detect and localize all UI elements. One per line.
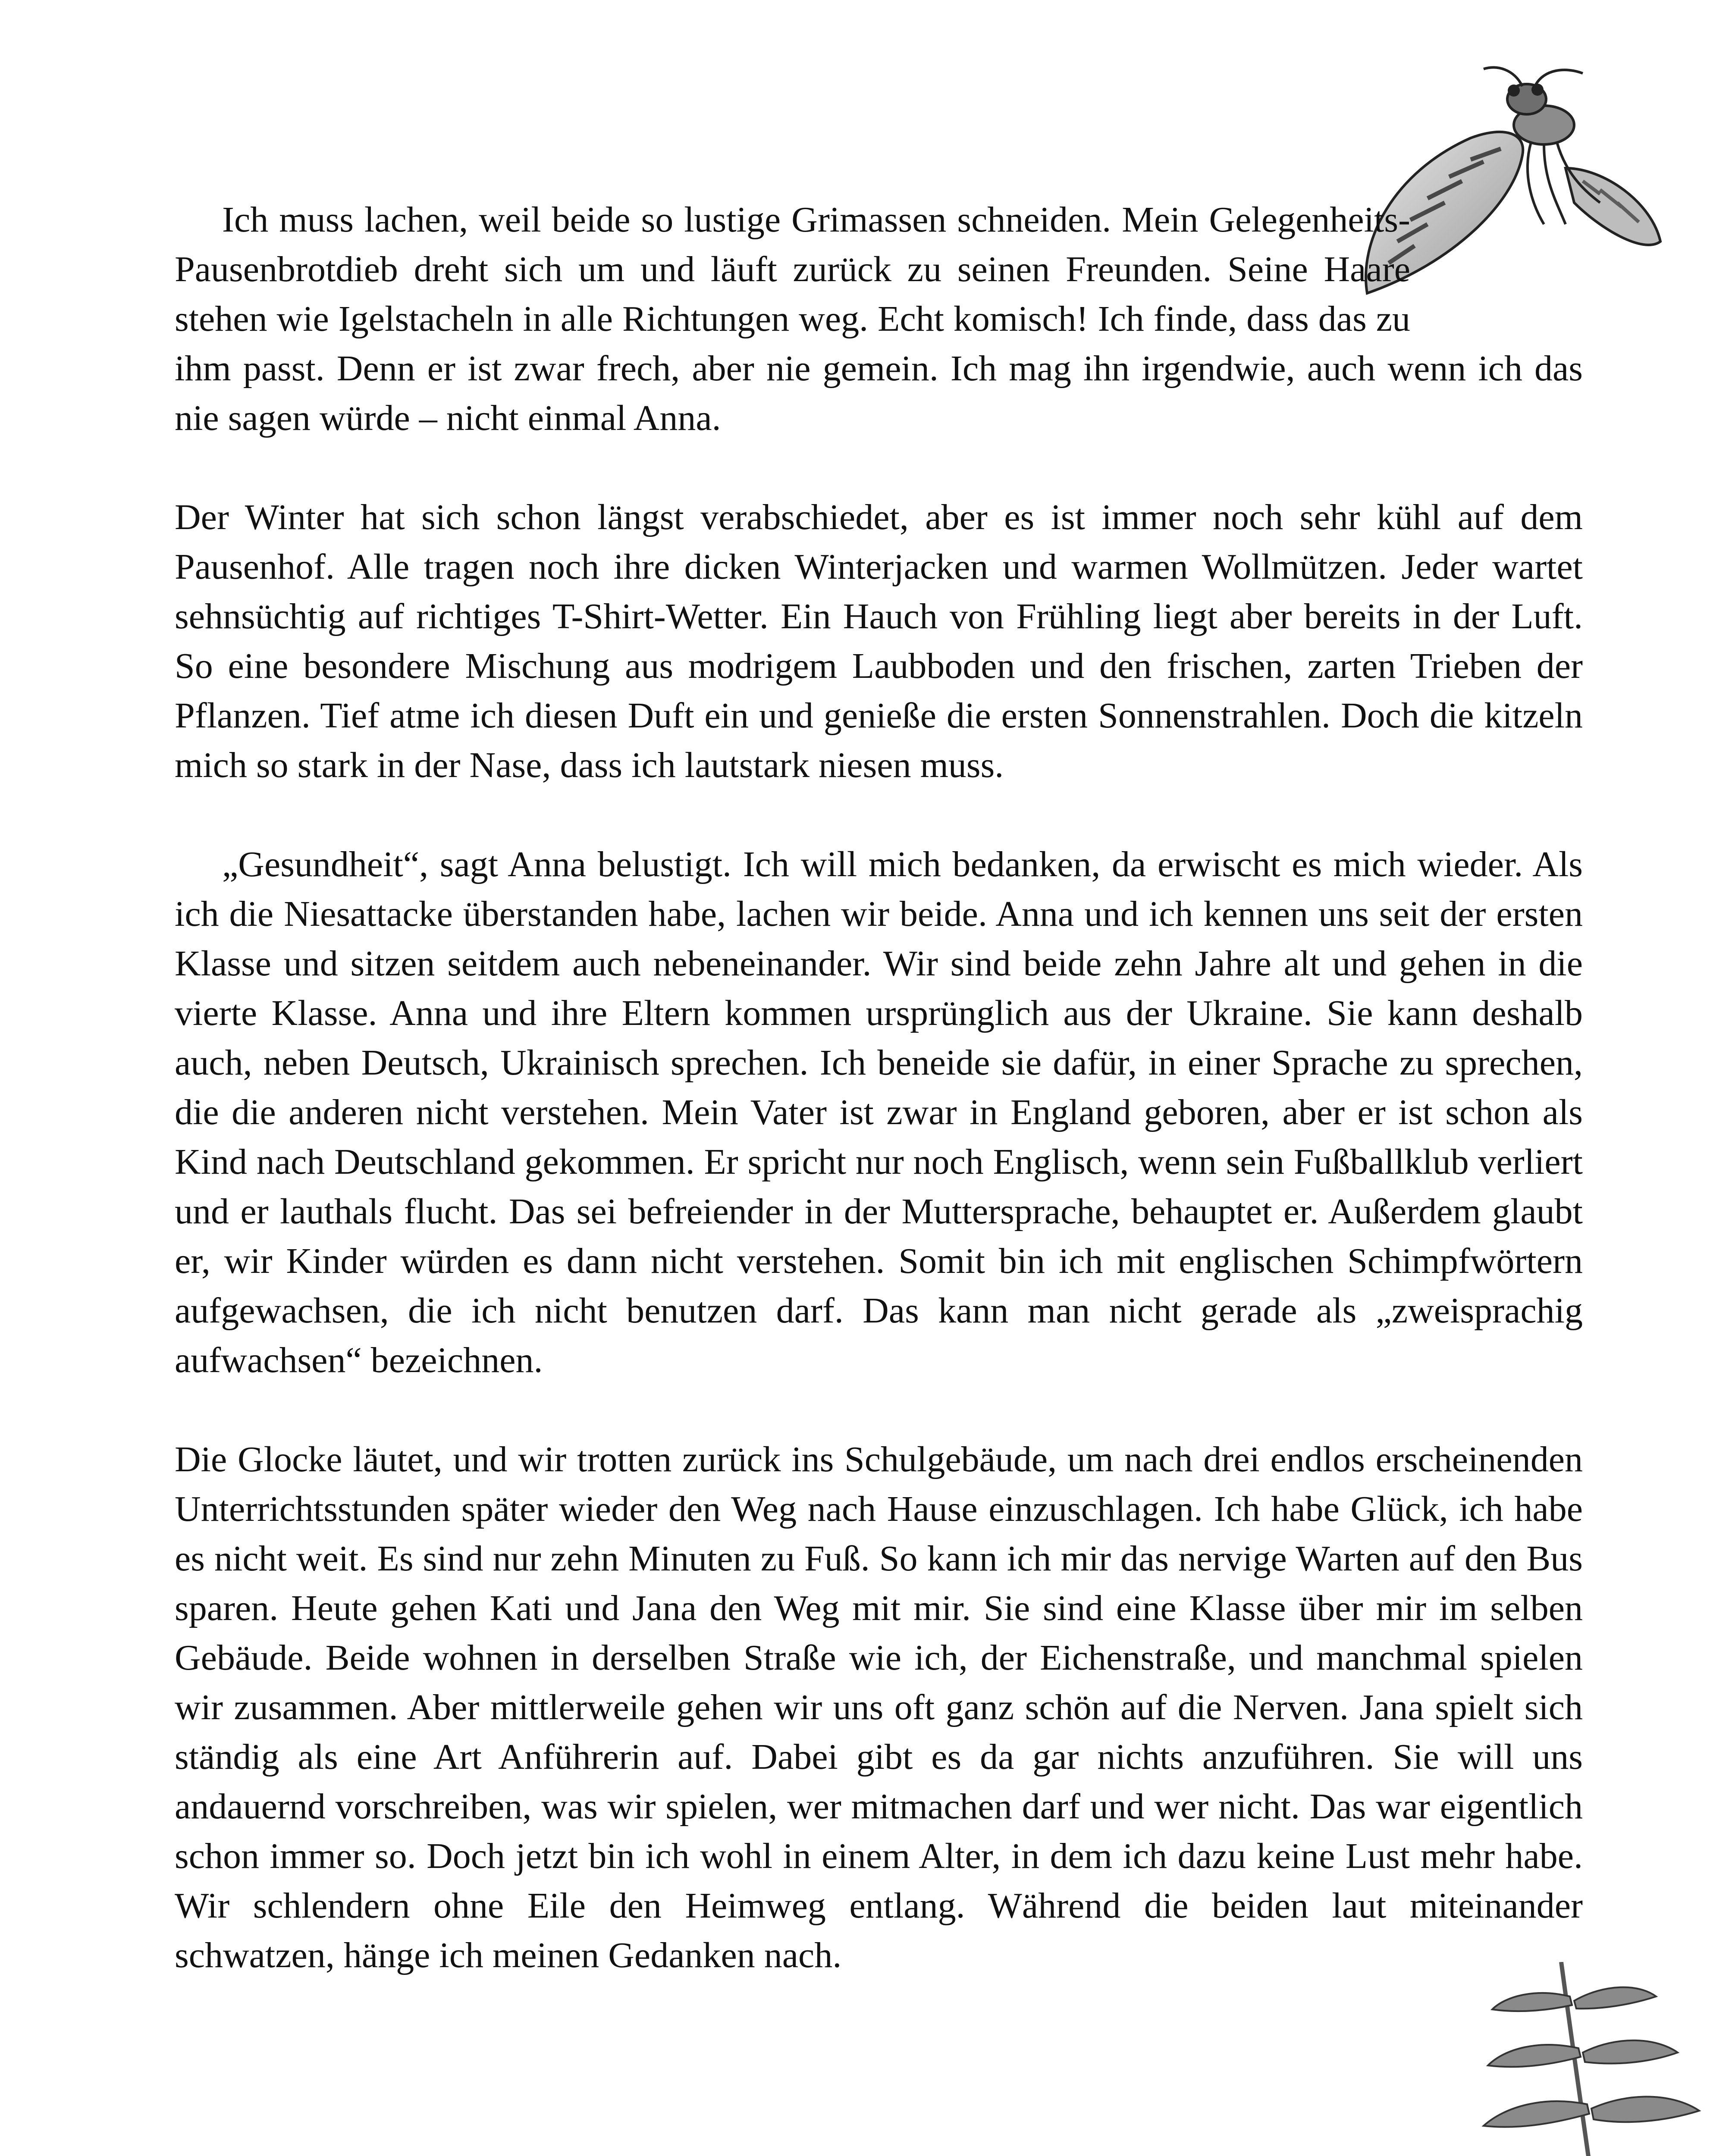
paragraph-1: Ich muss lachen, weil beide so lustige Grimassen schneiden. Mein Gelegenheits-Pausenbrotdieb dreht sich um und läuft zurück zu seinen Freunden. Seine Haare stehen wie Igelstacheln in alle Richtungen weg. Echt komisch! Ich finde, dass das zu ihm passt. Denn er ist zwar frech, aber nie gemein. Ich mag ihn irgendwie, auch wenn ich das nie sagen würde – nicht einmal Anna. <box>175 200 1583 438</box>
fern-text-wrap <box>1425 2030 1583 2156</box>
body-text <box>175 195 1583 2156</box>
insect-text-wrap <box>1410 195 1583 341</box>
paragraph-2: Der Winter hat sich schon längst verabschiedet, aber es ist immer noch sehr kühl auf dem Pausenhof. Alle tragen noch ihre dicken Winterjacken und warmen Wollmützen. Jeder wartet sehnsüchtig auf richtiges T-Shirt-Wetter. Ein Hauch von Frühling liegt aber bereits in der Luft. So eine besondere Mischung aus modrigem Laubboden und den frischen, zarten Trieben der Pflanzen. Tief atme ich diesen Duft ein und genieße die ersten Sonnenstrahlen. Doch die kitzeln mich so stark in der Nase, dass ich lautstark niesen muss. <box>175 497 1583 785</box>
paragraph-4: Die Glocke läutet, und wir trotten zurück ins Schulgebäude, um nach drei endlos erscheinenden Unterrichtsstunden später wieder den Weg nach Hause einzuschlagen. Ich habe Glück, ich habe es nicht weit. Es sind nur zehn Minuten zu Fuß. So kann ich mir das nervige Warten auf den Bus sparen. Heute gehen Kati und Jana den Weg mit mir. Sie sind eine Klasse über mir im selben Gebäude. Beide wohnen in derselben Straße wie ich, der Eichenstraße, und manchmal spielen wir zusammen. Aber mittlerweile gehen wir uns oft ganz schön auf die Nerven. Jana spielt sich ständig als eine Art Anführerin auf. Dabei gibt es da gar nichts anzuführen. Sie will uns andauernd vorschreiben, was wir spielen, wer mitmachen darf und wer nicht. Das war eigentlich schon immer so. Doch jetzt bin ich wohl in einem Alter, in dem ich dazu keine Lust mehr habe. Wir schlendern ohne Eile den Heimweg entlang. Während die beiden laut miteinander schwatzen, hänge ich meinen Gedanken nach. <box>175 1439 1583 1975</box>
paragraph-3: „Gesundheit“, sagt Anna belustigt. Ich will mich bedanken, da erwischt es mich wieder. Als ich die Niesattacke überstanden habe, lachen wir beide. Anna und ich kennen uns seit der ersten Klasse und sitzen seitdem auch nebeneinander. Wir sind beide zehn Jahre alt und gehen in die vierte Klasse. Anna und ihre Eltern kommen ursprünglich aus der Ukraine. Sie kann deshalb auch, neben Deutsch, Ukrainisch sprechen. Ich beneide sie dafür, in einer Sprache zu sprechen, die die anderen nicht verstehen. Mein Vater ist zwar in England geboren, aber er ist schon als Kind nach Deutschland gekommen. Er spricht nur noch Englisch, wenn sein Fußballklub verliert und er lauthals flucht. Das sei befreiender in der Muttersprache, behauptet er. Außerdem glaubt er, wir Kinder würden es dann nicht verstehen. Somit bin ich mit englischen Schimpfwörtern aufgewachsen, die ich nicht benutzen darf. Das kann man nicht gerade als „zweisprachig aufwachsen“ bezeichnen. <box>175 844 1583 1380</box>
